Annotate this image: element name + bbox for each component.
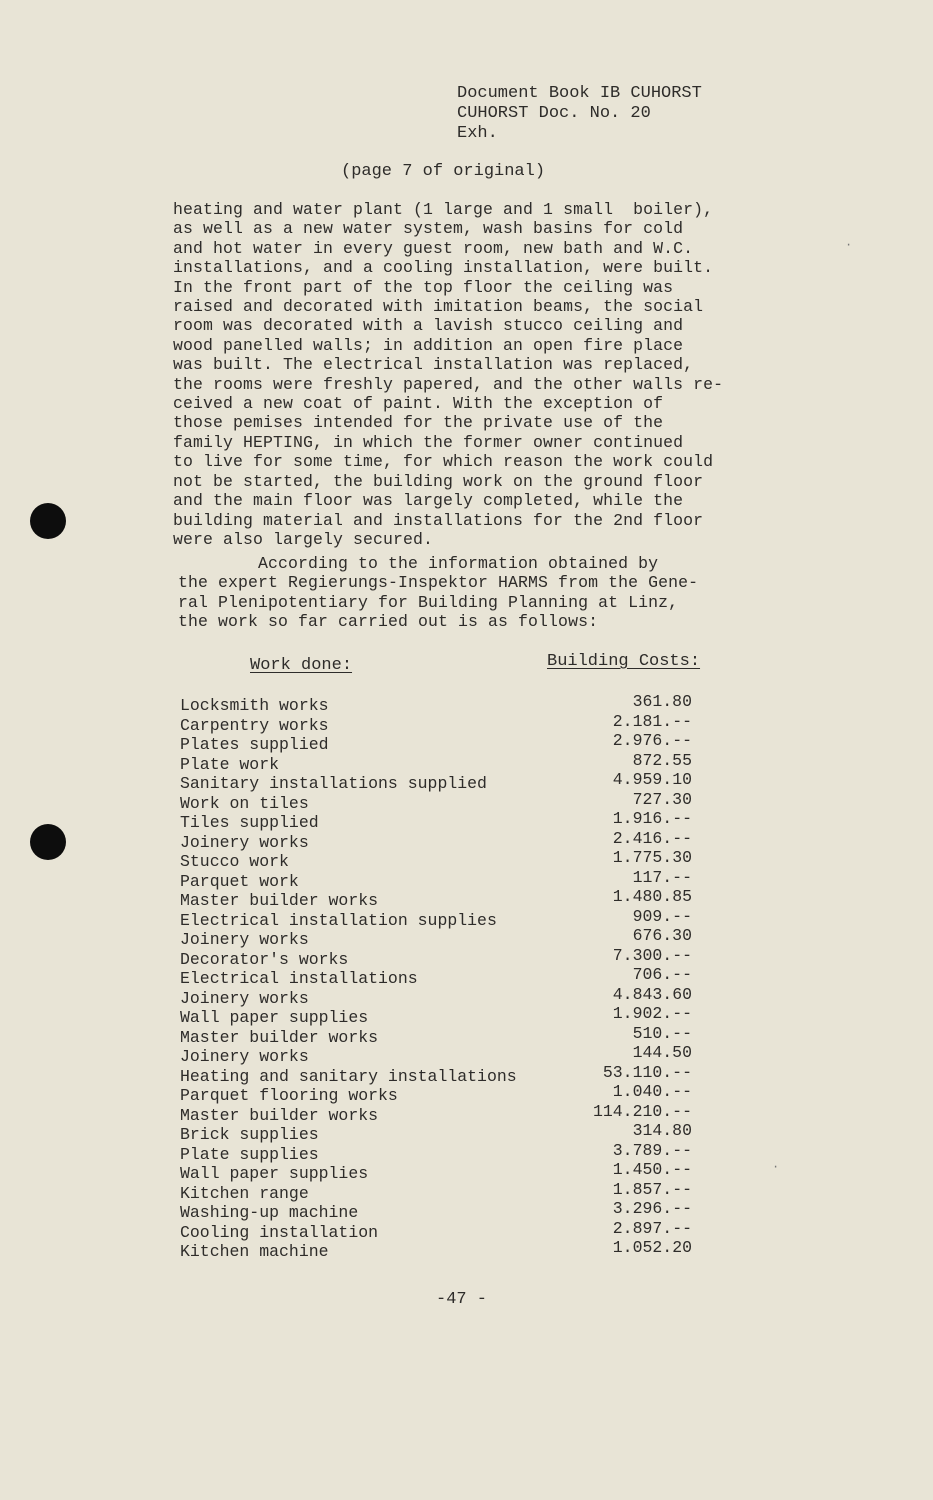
paragraph-line: family HEPTING, in which the former owner continued — [173, 432, 684, 452]
paragraph-line: the expert Regierungs-Inspektor HARMS from the Gene- — [178, 573, 699, 593]
paragraph-line: raised and decorated with imitation beams, the social — [173, 297, 704, 317]
work-item: Cooling installation — [180, 1222, 379, 1242]
work-item: Work on tiles — [180, 793, 309, 813]
table-row — [180, 848, 700, 872]
cost-value: 872.55 — [632, 750, 692, 770]
cost-value: 2.976.-- — [612, 731, 692, 750]
work-item: Carpentry works — [180, 715, 329, 735]
work-item: Kitchen machine — [180, 1242, 329, 1261]
paragraph-line: was built. The electrical installation was replaced, — [173, 355, 694, 375]
work-item: Stucco work — [180, 852, 289, 871]
work-item: Plates supplied — [180, 735, 329, 754]
table-row — [180, 731, 700, 755]
paragraph-line: ceived a new coat of paint. With the exception of — [173, 394, 664, 414]
work-item: Master builder works — [180, 1027, 379, 1047]
header-exhibit: Exh. — [457, 124, 498, 143]
table-row — [180, 770, 700, 794]
margin-mark-icon: · — [772, 1160, 780, 1174]
cost-value: 7.300.-- — [612, 945, 692, 965]
cost-value: 909.-- — [632, 906, 692, 926]
cost-value: 1.450.-- — [612, 1160, 692, 1179]
work-item: Parquet work — [180, 871, 299, 891]
work-item: Parquet flooring works — [180, 1086, 398, 1105]
work-item: Joinery works — [180, 988, 309, 1008]
punch-hole-icon — [30, 824, 66, 860]
header-document-book: Document Book IB CUHORST — [457, 84, 702, 103]
work-item: Wall paper supplies — [180, 1164, 369, 1183]
work-item: Plate supplies — [180, 1144, 319, 1164]
work-item: Kitchen range — [180, 1183, 309, 1203]
paragraph-line: ral Plenipotentiary for Building Planning at Linz, — [178, 592, 679, 612]
cost-value: 706.-- — [632, 965, 692, 984]
paragraph-line: heating and water plant (1 large and 1 small boiler), — [173, 200, 714, 219]
work-item: Tiles supplied — [180, 813, 319, 832]
table-row — [180, 1238, 700, 1262]
punch-hole-icon — [30, 503, 66, 539]
paragraph-line: the rooms were freshly papered, and the other walls re- — [173, 374, 724, 394]
paragraph-line: those pemises intended for the private use of the — [173, 413, 664, 433]
paragraph-line: not be started, the building work on the ground floor — [173, 471, 704, 491]
body-paragraph-2 — [178, 554, 838, 632]
cost-value: 361.80 — [632, 692, 692, 711]
work-item: Joinery works — [180, 832, 309, 852]
margin-mark-icon: · — [845, 238, 853, 252]
cost-value: 1.916.-- — [612, 809, 692, 828]
paragraph-line: According to the information obtained by — [178, 554, 659, 573]
cost-value: 510.-- — [632, 1023, 692, 1043]
paragraph-line: building material and installations for the 2nd floor — [173, 510, 704, 530]
table-row — [180, 1023, 700, 1048]
cost-value: 676.30 — [632, 926, 692, 945]
cost-value: 1.480.85 — [612, 887, 692, 906]
paragraph-line: were also largely secured. — [173, 529, 434, 549]
work-item: Wall paper supplies — [180, 1008, 369, 1027]
work-item: Decorator's works — [180, 949, 349, 969]
work-item: Master builder works — [180, 891, 379, 910]
cost-value: 1.902.-- — [612, 1004, 692, 1023]
work-item: Electrical installations — [180, 969, 418, 988]
cost-value: 1.857.-- — [612, 1179, 692, 1199]
cost-value: 144.50 — [632, 1043, 692, 1062]
table-row — [180, 945, 700, 970]
cost-value: 1.040.-- — [612, 1082, 692, 1101]
work-item: Plate work — [180, 754, 280, 774]
cost-value: 1.052.20 — [612, 1238, 692, 1257]
table-row — [180, 887, 700, 911]
table-row — [180, 1004, 700, 1028]
work-item: Brick supplies — [180, 1125, 319, 1144]
work-item: Heating and sanitary installations — [180, 1066, 517, 1086]
paragraph-line: room was decorated with a lavish stucco ceiling and — [173, 316, 684, 336]
body-paragraph-1 — [173, 200, 833, 549]
cost-value: 3.789.-- — [612, 1140, 692, 1160]
cost-value: 117.-- — [632, 867, 692, 887]
table-row — [180, 906, 700, 931]
paragraph-line: wood panelled walls; in addition an open fire place — [173, 335, 684, 355]
cost-value: 2.897.-- — [612, 1218, 692, 1238]
paragraph-line: In the front part of the top floor the ceiling was — [173, 277, 674, 297]
cost-value: 114.210.-- — [592, 1101, 692, 1121]
work-cost-table — [180, 692, 700, 1262]
paragraph-line: installations, and a cooling installation, were built. — [173, 258, 714, 278]
paragraph-line: and hot water in every guest room, new bath and W.C. — [173, 238, 694, 258]
cost-value: 3.296.-- — [612, 1199, 692, 1218]
work-item: Electrical installation supplies — [180, 910, 497, 930]
original-page-note: (page 7 of original) — [341, 162, 546, 181]
work-item: Joinery works — [180, 1047, 309, 1066]
paragraph-line: the work so far carried out is as follows: — [178, 612, 599, 632]
cost-value: 727.30 — [632, 789, 692, 809]
page-number: -47 - — [436, 1290, 488, 1309]
column-header-work-done: Work done: — [250, 656, 353, 675]
table-row — [180, 1101, 700, 1126]
cost-value: 2.181.-- — [612, 711, 692, 731]
cost-value: 4.959.10 — [612, 770, 692, 789]
cost-value: 314.80 — [632, 1121, 692, 1140]
paragraph-line: to live for some time, for which reason the work could — [173, 452, 714, 472]
work-item: Joinery works — [180, 930, 309, 949]
cost-value: 2.416.-- — [612, 828, 692, 848]
cost-value: 4.843.60 — [612, 984, 692, 1004]
work-item: Washing-up machine — [180, 1203, 359, 1222]
paragraph-line: as well as a new water system, wash basins for cold — [173, 219, 684, 239]
cost-value: 53.110.-- — [602, 1062, 692, 1082]
work-item: Sanitary installations supplied — [180, 774, 487, 793]
column-header-building-costs: Building Costs: — [547, 652, 701, 671]
work-item: Locksmith works — [180, 696, 329, 715]
header-doc-number: CUHORST Doc. No. 20 — [457, 104, 651, 123]
work-item: Master builder works — [180, 1105, 379, 1125]
paragraph-line: and the main floor was largely completed, while the — [173, 491, 684, 511]
cost-value: 1.775.30 — [612, 848, 692, 867]
